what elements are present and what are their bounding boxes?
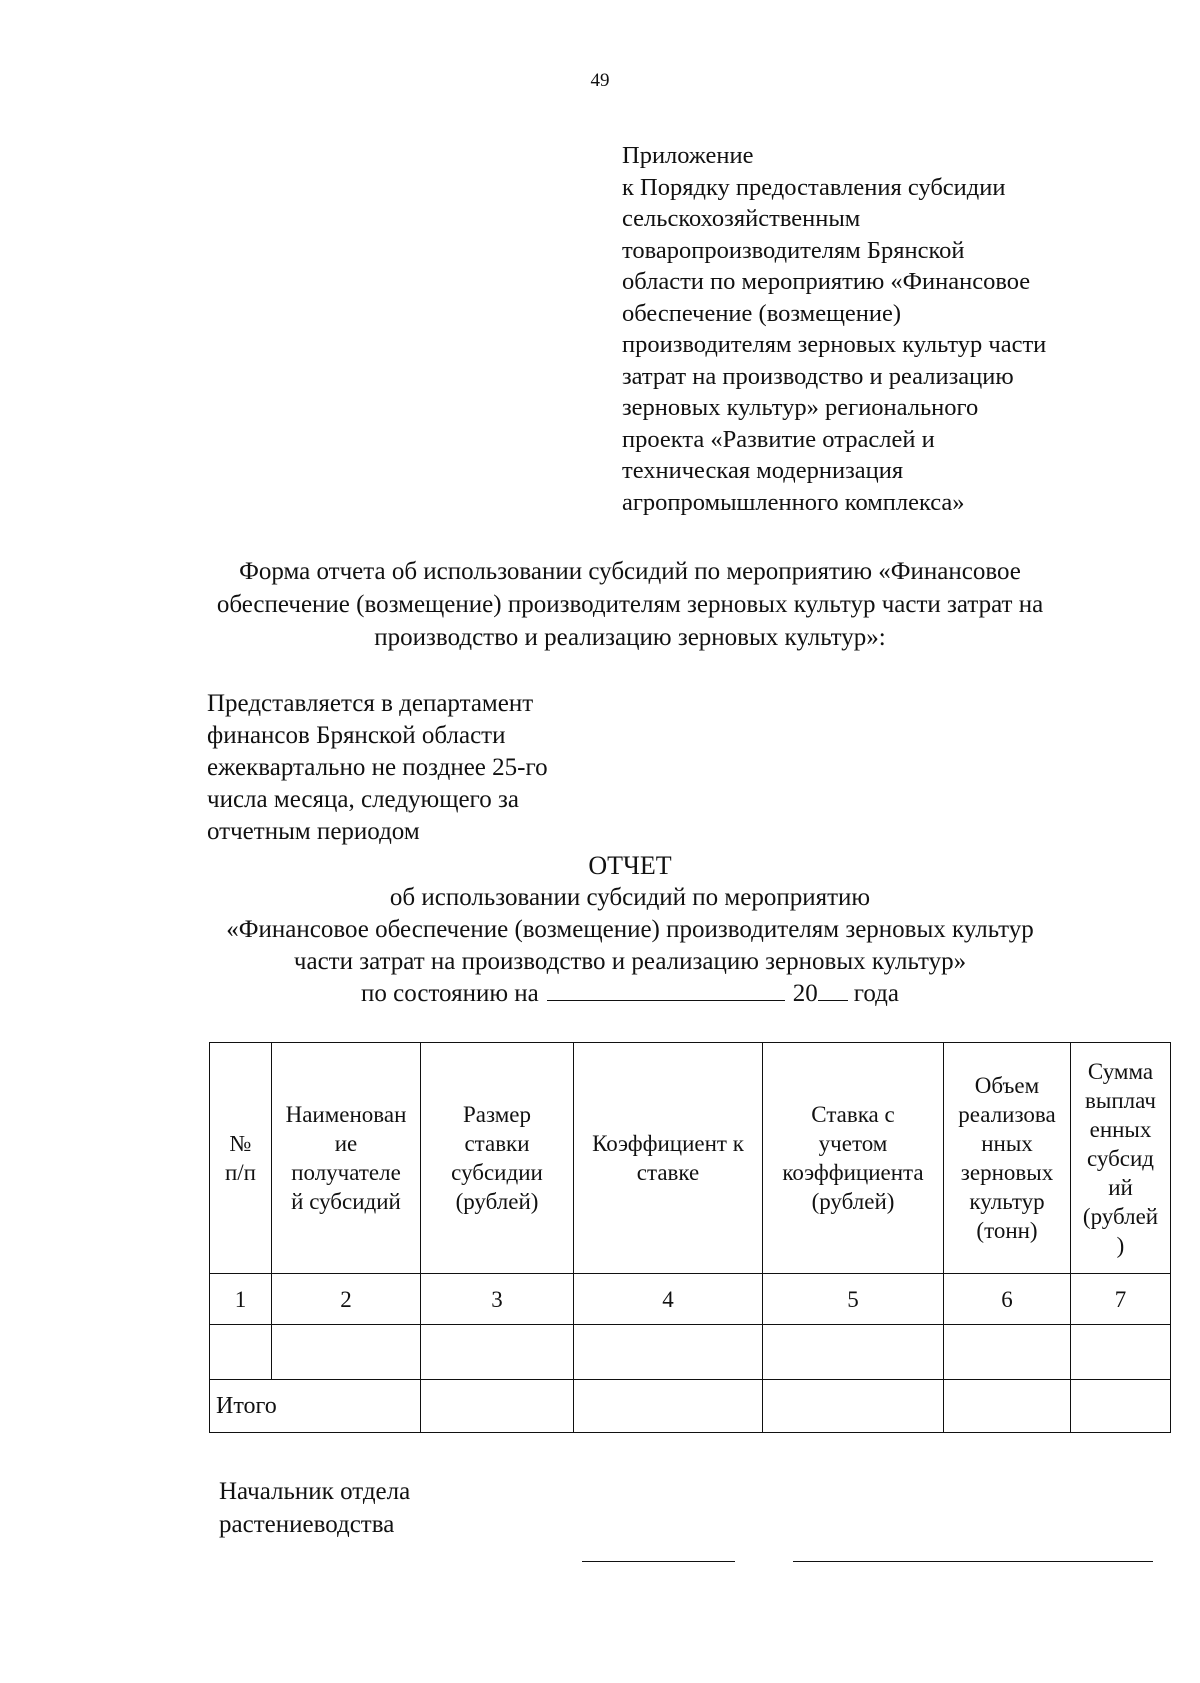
appendix-line: зерновых культур» регионального — [622, 394, 979, 421]
appendix-line: техническая модернизация — [622, 457, 904, 484]
submission-note-line: финансов Брянской области — [207, 722, 506, 749]
total-label: Итого — [210, 1380, 421, 1433]
signature-line: Начальник отдела — [219, 1478, 411, 1505]
table-header-cell — [763, 1043, 944, 1274]
submission-note-line: отчетным периодом — [207, 818, 420, 845]
report-heading: ОТЧЕТ — [588, 851, 672, 880]
signature-line: растениеводства — [219, 1511, 395, 1538]
table-header-cell — [421, 1043, 574, 1274]
appendix-line: сельскохозяйственным — [622, 205, 861, 232]
table-cell[interactable] — [421, 1380, 574, 1433]
submission-note — [207, 688, 627, 848]
form-title — [150, 555, 1110, 654]
header-adjusted-rate: Ставка с учетом коэффициента (рублей) — [782, 1102, 924, 1214]
appendix-line: Приложение — [622, 142, 754, 169]
column-number-cell: 4 — [574, 1274, 763, 1325]
appendix-line: обеспечение (возмещение) — [622, 299, 902, 327]
submission-note-line: числа месяца, следующего за — [207, 786, 519, 813]
table-header-cell — [272, 1043, 421, 1274]
appendix-line: проекта «Развитие отраслей и — [622, 425, 935, 453]
report-line: об использовании субсидий по мероприятию — [389, 884, 871, 911]
table-header-row — [210, 1043, 1171, 1274]
column-number-cell: 2 — [272, 1274, 421, 1325]
form-title-line: Форма отчета об использовании субсидий по мероприятию «Финансовое — [239, 558, 1021, 585]
table-header-cell — [1071, 1043, 1171, 1274]
header-paid-amount: Сумма выплач енных субсид ий (рублей ) — [1082, 1058, 1159, 1258]
signature-block — [219, 1475, 639, 1541]
table-header-cell — [574, 1043, 763, 1274]
submission-note-line: ежеквартально не позднее 25-го — [207, 754, 548, 781]
header-rate: Размер ставки субсидии (рублей) — [451, 1102, 543, 1214]
form-title-line: производство и реализацию зерновых культур»: — [374, 624, 886, 651]
report-date-suffix: года — [853, 980, 899, 1007]
report-date-line — [150, 978, 1110, 1010]
report-date-year: 20 — [792, 980, 818, 1007]
report-table — [209, 1042, 1171, 1433]
appendix-line: агропромышленного комплекса» — [622, 488, 965, 516]
appendix-block — [622, 140, 1142, 518]
table-cell[interactable] — [421, 1325, 574, 1380]
table-header-cell — [944, 1043, 1071, 1274]
header-number: № п/п — [224, 1131, 256, 1185]
column-number-cell: 5 — [763, 1274, 944, 1325]
header-recipient-name: Наименован ие получателе й субсидий — [285, 1102, 407, 1214]
form-title-line: обеспечение (возмещение) производителям зерновых культур части затрат на — [216, 591, 1044, 618]
year-blank-field[interactable] — [818, 978, 848, 1001]
date-blank-field[interactable] — [547, 978, 785, 1001]
submission-note-line: Представляется в департамент — [207, 690, 534, 717]
signature-blank-line[interactable] — [582, 1561, 735, 1562]
report-line: части затрат на производство и реализацию зерновых культур» — [293, 948, 967, 975]
table-column-number-row — [210, 1274, 1171, 1325]
appendix-line: товаропроизводителям Брянской — [622, 236, 965, 264]
name-blank-line[interactable] — [793, 1561, 1153, 1562]
column-number-cell: 1 — [210, 1274, 272, 1325]
table-cell[interactable] — [574, 1380, 763, 1433]
table-cell[interactable] — [763, 1325, 944, 1380]
appendix-line: производителям зерновых культур части — [622, 331, 1047, 358]
table-cell[interactable] — [944, 1380, 1071, 1433]
appendix-line: области по мероприятию «Финансовое — [622, 268, 1031, 295]
report-line: «Финансовое обеспечение (возмещение) производителям зерновых культур — [226, 916, 1034, 943]
column-number-cell: 7 — [1071, 1274, 1171, 1325]
column-number-cell: 6 — [944, 1274, 1071, 1325]
table-cell[interactable] — [1071, 1325, 1171, 1380]
header-volume: Объем реализова нных зерновых культур (тонн) — [958, 1073, 1056, 1243]
table-cell[interactable] — [272, 1325, 421, 1380]
table-row — [210, 1325, 1171, 1380]
table-cell[interactable] — [210, 1325, 272, 1380]
report-title-block — [150, 850, 1110, 1010]
appendix-line: к Порядку предоставления субсидии — [622, 173, 1006, 201]
table-cell[interactable] — [763, 1380, 944, 1433]
report-date-prefix: по состоянию на — [361, 980, 539, 1007]
column-number-cell: 3 — [421, 1274, 574, 1325]
table-header-cell — [210, 1043, 272, 1274]
table-total-row — [210, 1380, 1171, 1433]
appendix-line: затрат на производство и реализацию — [622, 362, 1014, 390]
header-coefficient: Коэффициент к ставке — [592, 1131, 744, 1185]
table-cell[interactable] — [1071, 1380, 1171, 1433]
page-number: 49 — [590, 70, 610, 91]
table-cell[interactable] — [574, 1325, 763, 1380]
table-cell[interactable] — [944, 1325, 1071, 1380]
